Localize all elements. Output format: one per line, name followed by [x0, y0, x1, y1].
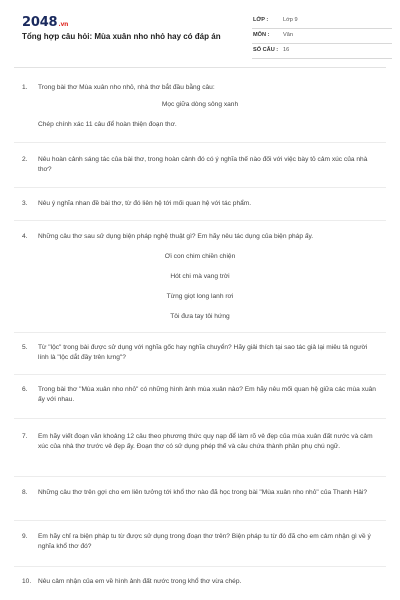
question-divider	[14, 332, 386, 333]
question-text: Trong bài thơ Mùa xuân nho nhỏ, nhà thơ bắt đầu bằng câu:	[38, 84, 215, 91]
question-text: Nêu cảm nhận của em về hình ảnh đất nước trong khổ thơ vừa chép.	[38, 578, 242, 585]
question-text: Em hãy chỉ ra biện pháp tu từ được sử dụng trong đoạn thơ trên? Biện pháp tu từ đó đã cho em cảm nhận gì về ý nghĩa khổ thơ đó?	[38, 533, 371, 550]
question-number: 6.	[22, 386, 28, 393]
poem-line: Hót chi mà vang trời	[170, 273, 230, 280]
question-number: 1.	[22, 84, 28, 91]
question-followup: Chép chính xác 11 câu để hoàn thiện đoạn thơ.	[38, 121, 177, 128]
question-divider	[14, 476, 386, 477]
meta-label: LỚP :	[253, 17, 269, 23]
header-divider	[14, 67, 386, 68]
question-text: Trong bài thơ "Mùa xuân nho nhỏ" có những hình ảnh mùa xuân nào? Em hãy nêu mối quan hệ giữa các mùa xuân ấy với nhau.	[38, 386, 376, 403]
question-number: 8.	[22, 489, 28, 496]
question-text: Những câu thơ sau sử dụng biện pháp nghệ thuật gì? Em hãy nêu tác dụng của biện pháp ấy.	[38, 233, 314, 240]
question-text: Từ "lộc" trong bài được sử dụng với nghĩa gốc hay nghĩa chuyển? Hãy giải thích tại sao tác giả lại miêu tả người lính là "lộc dắt đầy trên lưng"?	[38, 344, 368, 361]
question-number: 5.	[22, 344, 28, 351]
meta-label: MÔN :	[253, 32, 270, 38]
meta-row-grade	[252, 14, 392, 29]
logo-suffix: .vn	[58, 21, 69, 28]
meta-row-count	[252, 44, 392, 59]
question-number: 7.	[22, 433, 28, 440]
question-divider	[14, 220, 386, 221]
question-number: 4.	[22, 233, 28, 240]
poem-line: Ơi con chim chiền chiện	[164, 253, 236, 260]
meta-value: 16	[283, 47, 290, 53]
poem-line: Từng giọt long lanh rơi	[166, 293, 234, 300]
question-text: Nêu ý nghĩa nhan đề bài thơ, từ đó liên hệ tới mối quan hệ với tác phẩm.	[38, 200, 252, 207]
question-divider	[14, 418, 386, 419]
question-number: 10.	[22, 578, 32, 585]
site-logo[interactable]	[22, 15, 68, 30]
meta-value: Văn	[283, 32, 293, 38]
question-text: Những câu thơ trên gợi cho em liên tưởng tới khổ thơ nào đã học trong bài "Mùa xuân nho nhỏ" của Thanh Hải?	[38, 489, 367, 496]
question-divider	[14, 566, 386, 567]
question-text: Nêu hoàn cảnh sáng tác của bài thơ, trong hoàn cảnh đó có ý nghĩa thế nào đối với việc bày tỏ cảm xúc của nhà thơ?	[38, 156, 368, 173]
page-title: Tổng hợp câu hỏi: Mùa xuân nho nhỏ hay có đáp án	[22, 32, 221, 41]
meta-value: Lớp 9	[283, 17, 298, 23]
meta-label: SỐ CÂU :	[253, 47, 279, 53]
meta-table	[252, 14, 392, 59]
question-divider	[14, 520, 386, 521]
question-divider	[14, 187, 386, 188]
question-text: Em hãy viết đoạn văn khoảng 12 câu theo phương thức quy nạp để làm rõ vẻ đẹp của mùa xuân đất nước và cảm xúc của nhà thơ trước vẻ đẹp ấy. Đoạn thơ có sử dụng phép thế và câu chứa thành phần phụ chú ngữ.	[38, 433, 373, 450]
question-number: 9.	[22, 533, 28, 540]
question-divider	[14, 142, 386, 143]
question-number: 3.	[22, 200, 28, 207]
question-number: 2.	[22, 156, 28, 163]
logo-text: 2048	[22, 15, 58, 30]
page-header	[0, 0, 400, 64]
poem-line: Tôi đưa tay tôi hứng	[170, 313, 230, 320]
question-divider	[14, 374, 386, 375]
meta-row-subject	[252, 29, 392, 44]
poem-line: Mọc giữa dòng sông xanh	[161, 101, 239, 108]
